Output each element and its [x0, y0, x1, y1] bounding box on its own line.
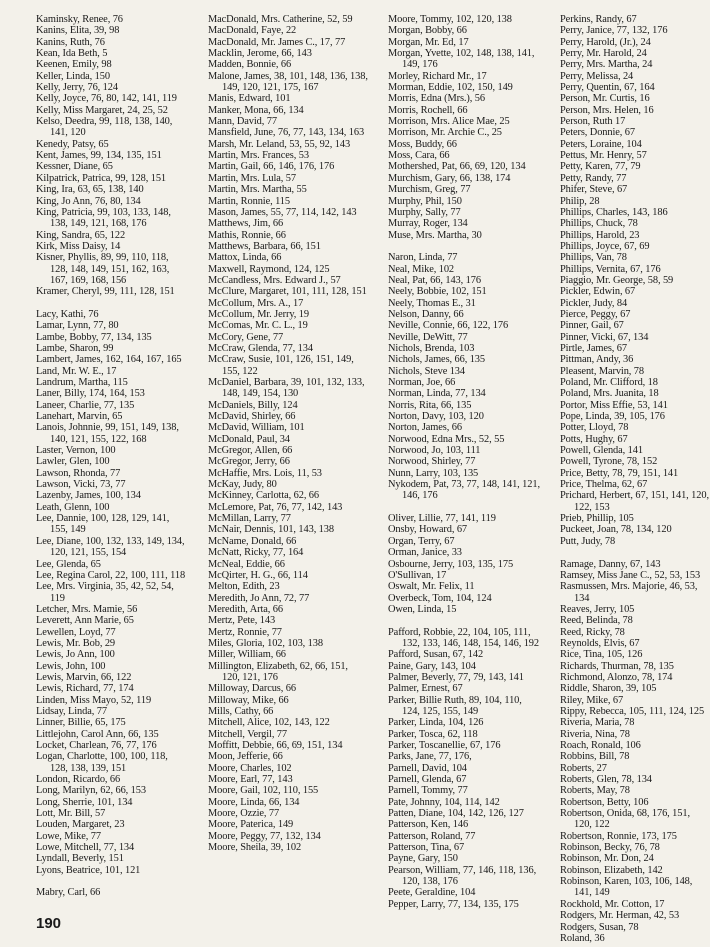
index-entry: Reaves, Jerry, 105 [560, 603, 635, 615]
index-entry: Kelly, Jerry, 76, 124 [36, 82, 118, 94]
index-entry: O'Sullivan, 17 [388, 569, 447, 581]
index-entry: McCollum, Mr. Jerry, 19 [208, 308, 309, 320]
index-entry: Moore, Ozzie, 77 [208, 808, 280, 820]
index-entry: Linner, Billie, 65, 175 [36, 717, 126, 729]
index-entry: McKay, Judy, 80 [208, 479, 277, 491]
index-entry: Locket, Charlean, 76, 77, 176 [36, 740, 157, 751]
index-entry: Parker, Linda, 104, 126 [388, 717, 484, 729]
index-entry: Lanois, Johnnie, 99, 151, 149, 138, 140, 121, 155, 122, 168 [36, 422, 179, 445]
index-entry: Kent, James, 99, 134, 135, 151 [36, 150, 162, 162]
index-entry: Leverett, Ann Marie, 65 [36, 615, 134, 627]
index-entry: Phillips, Charles, 143, 186 [560, 206, 668, 218]
index-entry: Lawler, Glen, 100 [36, 456, 110, 468]
index-entry: Macklin, Jerome, 66, 143 [208, 48, 312, 60]
index-entry: McNair, Dennis, 101, 143, 138 [208, 524, 334, 536]
letter-gap [560, 547, 710, 558]
index-entry: Petty, Randy, 77 [560, 172, 627, 184]
index-entry: Meredith, Arta, 66 [208, 603, 283, 615]
index-entry: Moore, Sheila, 39, 102 [208, 842, 302, 854]
index-entry: Letcher, Mrs. Mamie, 56 [36, 603, 138, 615]
index-entry: Martin, Ronnie, 115 [208, 195, 290, 207]
index-entry: McGregor, Jerry, 66 [208, 456, 290, 468]
index-entry: Mattox, Linda, 66 [208, 252, 282, 264]
index-entry: Neal, Mike, 102 [388, 263, 455, 275]
index-entry: Portor, Miss Effie, 53, 141 [560, 399, 668, 411]
index-entry: Roberts, Glen, 78, 134 [560, 774, 652, 786]
index-entry: Patterson, Roland, 77 [388, 830, 476, 842]
index-entry: Muse, Mrs. Martha, 30 [388, 229, 482, 241]
index-entry: Phillips, Harold, 23 [560, 229, 640, 241]
index-entry: Mann, David, 77 [208, 116, 277, 128]
index-entry: Land, Mr. W. E., 17 [36, 365, 117, 377]
index-entry: Phillips, Chuck, 78 [560, 218, 638, 230]
index-entry: McDonald, Paul, 34 [208, 433, 290, 445]
index-entry: Phillips, Vernita, 67, 176 [560, 263, 661, 275]
index-entry: Marsh, Mr. Leland, 53, 55, 92, 143 [208, 138, 351, 150]
index-entry: Pinner, Vicki, 67, 134 [560, 331, 649, 343]
index-entry: Prieb, Phillip, 105 [560, 513, 634, 525]
index-entry: Murchism, Gary, 66, 138, 174 [388, 172, 511, 184]
index-entry: Norton, Davy, 103, 120 [388, 411, 484, 423]
index-entry: McGregor, Allen, 66 [208, 445, 293, 457]
index-entry: Pafford, Susan, 67, 142 [388, 649, 484, 661]
index-entry: Robinson, Mr. Don, 24 [560, 853, 654, 865]
index-entry: Patterson, Tina, 67 [388, 842, 465, 854]
index-entry: Matthews, Jim, 66 [208, 218, 284, 230]
index-entry: Kelly, Joyce, 76, 80, 142, 141, 119 [36, 93, 177, 105]
index-entry: Kilpatrick, Patrica, 99, 128, 151 [36, 172, 167, 184]
index-entry: Mansfield, June, 76, 77, 143, 134, 163 [208, 127, 365, 139]
index-entry: Meredith, Jo Ann, 72, 77 [208, 592, 310, 604]
index-entry: Lewis, Richard, 77, 174 [36, 683, 134, 695]
index-entry: Nelson, Danny, 66 [388, 308, 464, 320]
index-entry: Mertz, Pete, 143 [208, 615, 276, 627]
index-entry: McHaffie, Mrs. Lois, 11, 53 [208, 467, 322, 479]
index-entry: Perry, Janice, 77, 132, 176 [560, 25, 668, 37]
index-entry: Lott, Mr. Bill, 57 [36, 808, 106, 820]
index-entry: Petty, Karen, 77, 79 [560, 161, 641, 173]
index-entry: Riveria, Nina, 78 [560, 728, 630, 740]
index-entry: McCory, Gene, 77 [208, 331, 284, 343]
index-entry: Martin, Mrs. Martha, 55 [208, 184, 307, 196]
index-entry: Pickler, Edwin, 67 [560, 286, 636, 298]
index-entry: Morgan, Bobby, 66 [388, 25, 467, 37]
index-entry: Milloway, Mike, 66 [208, 694, 289, 706]
index-entry: Lyndall, Beverly, 151 [36, 853, 124, 865]
index-entry: Lamar, Lynn, 77, 80 [36, 320, 119, 332]
index-entry: Rasmussen, Mrs. Majorie, 46, 53, 134 [560, 581, 698, 604]
index-entry: Moss, Cara, 66 [388, 150, 450, 162]
index-entry: Neely, Bobbie, 102, 151 [388, 286, 487, 298]
letter-gap [388, 615, 540, 626]
index-entry: Long, Sherrie, 101, 134 [36, 796, 133, 808]
index-entry: Moore, Charles, 102 [208, 762, 292, 774]
index-entry: Lambert, James, 162, 164, 167, 165 [36, 354, 182, 366]
index-entry: Person, Mrs. Helen, 16 [560, 104, 654, 116]
index-entry: Pettus, Mr. Henry, 57 [560, 150, 647, 162]
index-entry: Mason, James, 55, 77, 114, 142, 143 [208, 206, 357, 218]
index-entry: Littlejohn, Carol Ann, 66, 135 [36, 728, 159, 740]
index-entry: McName, Donald, 66 [208, 535, 297, 547]
index-entry: Parnell, David, 104 [388, 762, 467, 774]
index-entry: Martin, Mrs. Frances, 53 [208, 150, 309, 162]
index-entry: Osbourne, Jerry, 103, 135, 175 [388, 558, 514, 570]
index-entry: Kisner, Phyllis, 89, 99, 110, 118, 128, 148, 149, 151, 162, 163, 167, 169, 168, 156 [36, 252, 170, 286]
index-entry: Martin, Gail, 66, 146, 176, 176 [208, 161, 335, 173]
index-entry: Perry, Harold, (Jr.), 24 [560, 36, 651, 48]
index-entry: King, Ira, 63, 65, 138, 140 [36, 184, 144, 196]
index-entry: Matthews, Barbara, 66, 151 [208, 240, 321, 252]
index-entry: Norwood, Jo, 103, 111 [388, 445, 481, 457]
index-entry: Lee, Glenda, 65 [36, 558, 101, 570]
index-entry: Price, Betty, 78, 79, 151, 141 [560, 467, 679, 479]
index-entry: Reynolds, Elvis, 67 [560, 637, 640, 649]
index-entry: Phillips, Joyce, 67, 69 [560, 240, 650, 252]
index-entry: McNatt, Ricky, 77, 164 [208, 547, 304, 559]
index-entry: Perry, Melissa, 24 [560, 70, 634, 82]
index-entry: Morris, Edna (Mrs.), 56 [388, 93, 485, 105]
index-entry: Kanins, Ruth, 76 [36, 36, 105, 48]
index-entry: Organ, Terry, 67 [388, 535, 455, 547]
index-entry: Nykodem, Pat, 73, 77, 148, 141, 121, 146, 176 [388, 479, 540, 502]
index-entry: Logan, Charlotte, 100, 100, 118, 128, 138, 139, 151 [36, 751, 168, 774]
index-entry: Pafford, Robbie, 22, 104, 105, 111, 132, 133, 146, 148, 154, 146, 192 [388, 626, 539, 649]
index-entry: Moore, Paterica, 149 [208, 819, 294, 831]
index-entry: Neville, Connie, 66, 122, 176 [388, 320, 509, 332]
index-entry: Orman, Janice, 33 [388, 547, 462, 559]
index-entry: Morgan, Mr. Ed, 17 [388, 36, 469, 48]
index-entry: Moore, Peggy, 77, 132, 134 [208, 830, 321, 842]
index-entry: McDavid, William, 101 [208, 422, 305, 434]
index-entry: Payne, Gary, 150 [388, 853, 458, 865]
index-entry: Puckeet, Joan, 78, 134, 120 [560, 524, 672, 536]
index-entry: McCraw, Glenda, 77, 134 [208, 342, 313, 354]
index-entry: Murphy, Sally, 77 [388, 206, 461, 218]
index-entry: Mitchell, Vergil, 77 [208, 728, 288, 740]
index-entry: Pope, Linda, 39, 105, 176 [560, 411, 665, 423]
index-entry: Peters, Donnie, 67 [560, 127, 635, 139]
index-entry: Richmond, Alonzo, 78, 174 [560, 671, 673, 683]
index-entry: Moore, Linda, 66, 134 [208, 796, 300, 808]
index-entry: Lacy, Kathi, 76 [36, 308, 99, 320]
index-entry: Robertson, Betty, 106 [560, 796, 649, 808]
index-entry: Mabry, Carl, 66 [36, 887, 101, 899]
index-entry: MacDonald, Mr. James C., 17, 77 [208, 36, 346, 48]
index-entry: Oliver, Lillie, 77, 141, 119 [388, 513, 496, 525]
index-entry: Neal, Pat, 66, 143, 176 [388, 274, 481, 286]
index-entry: Norman, Joe, 66 [388, 377, 456, 388]
index-entry: Onsby, Howard, 67 [388, 524, 468, 536]
index-entry: Peete, Geraldine, 104 [388, 887, 476, 899]
index-entry: Nichols, James, 66, 135 [388, 354, 485, 366]
index-entry: Moss, Buddy, 66 [388, 138, 457, 150]
index-entry: Melton, Edith, 23 [208, 581, 280, 593]
index-entry: Roach, Ronald, 106 [560, 740, 641, 751]
index-entry: Price, Thelma, 62, 67 [560, 479, 648, 491]
index-entry: Maxwell, Raymond, 124, 125 [208, 263, 330, 275]
index-entry: Riveria, Maria, 78 [560, 717, 635, 729]
index-entry: Norman, Linda, 77, 134 [388, 388, 486, 400]
index-entry: Long, Marilyn, 62, 66, 153 [36, 785, 146, 797]
index-entry: McQirter, H. G., 66, 114 [208, 569, 308, 581]
index-entry: London, Ricardo, 66 [36, 774, 121, 786]
index-entry: Lewis, Mr. Bob, 29 [36, 637, 116, 649]
index-entry: Mothershed, Pat, 66, 69, 120, 134 [388, 161, 526, 173]
index-entry: Murray, Roger, 134 [388, 218, 468, 230]
index-entry: Kanins, Elita, 39, 98 [36, 25, 120, 37]
index-entry: Parker, Tosca, 62, 118 [388, 728, 478, 740]
index-entry: Lewis, Jo Ann, 100 [36, 649, 115, 661]
index-entry: Lowe, Mitchell, 77, 134 [36, 842, 135, 854]
index-entry: Morrison, Mrs. Alice Mae, 25 [388, 116, 510, 128]
index-entry: Lambe, Bobby, 77, 134, 135 [36, 331, 152, 343]
index-entry: Perry, Quentin, 67, 164 [560, 82, 655, 94]
index-entry: Pinner, Gail, 67 [560, 320, 624, 332]
index-entry: Lee, Mrs. Virginia, 35, 42, 52, 54, 119 [36, 581, 174, 604]
index-entry: Landrum, Martha, 115 [36, 377, 128, 388]
index-entry: Roland, 36 [560, 932, 605, 944]
index-entry: Mathis, Ronnie, 66 [208, 229, 286, 241]
index-entry: Overbeck, Tom, 104, 124 [388, 592, 492, 604]
index-entry: Oswalt, Mr. Felix, 11 [388, 581, 475, 593]
index-entry: Kramer, Cheryl, 99, 111, 128, 151 [36, 286, 175, 298]
index-entry: Kenedy, Patsy, 65 [36, 138, 109, 150]
index-entry: Morris, Rochell, 66 [388, 104, 468, 116]
index-entry: MacDonald, Faye, 22 [208, 25, 297, 37]
letter-gap [36, 876, 188, 887]
index-entry: Paine, Gary, 143, 104 [388, 660, 476, 672]
index-entry: Keenen, Emily, 98 [36, 59, 112, 71]
index-entry: Owen, Linda, 15 [388, 603, 457, 615]
index-entry: Patterson, Ken, 146 [388, 819, 469, 831]
index-entry: Neely, Thomas E., 31 [388, 297, 476, 309]
index-entry: Miller, William, 66 [208, 649, 286, 661]
index-entry: Phillips, Van, 78 [560, 252, 627, 264]
index-entry: Louden, Margaret, 23 [36, 819, 125, 831]
index-column-1 [36, 14, 188, 899]
index-entry: Kirk, Miss Daisy, 14 [36, 240, 121, 252]
index-entry: Lowe, Mike, 77 [36, 830, 101, 842]
index-entry: Person, Mr. Curtis, 16 [560, 93, 650, 105]
index-entry: Lawson, Vicki, 73, 77 [36, 479, 126, 491]
index-entry: Pittman, Andy, 36 [560, 354, 634, 366]
index-entry: McLemore, Pat, 76, 77, 142, 143 [208, 501, 343, 513]
index-entry: Poland, Mrs. Juanita, 18 [560, 388, 659, 400]
index-entry: Morley, Richard Mr., 17 [388, 70, 487, 82]
index-entry: Moffitt, Debbie, 66, 69, 151, 134 [208, 740, 343, 751]
index-entry: Norwood, Edna Mrs., 52, 55 [388, 433, 505, 445]
index-entry: Kaminsky, Renee, 76 [36, 14, 123, 25]
index-entry: Potter, Lloyd, 78 [560, 422, 629, 434]
index-entry: Parnell, Glenda, 67 [388, 774, 467, 786]
index-entry: Laster, Vernon, 100 [36, 445, 116, 457]
index-entry: Kean, Ida Beth, 5 [36, 48, 108, 60]
index-entry: Lambe, Sharon, 99 [36, 342, 114, 354]
index-entry: Morman, Eddie, 102, 150, 149 [388, 82, 513, 94]
index-entry: Reed, Ricky, 78 [560, 626, 625, 638]
index-entry: Patten, Diane, 104, 142, 126, 127 [388, 808, 524, 820]
index-entry: Neville, DeWitt, 77 [388, 331, 468, 343]
index-entry: Peters, Loraine, 104 [560, 138, 642, 150]
index-entry: Prichard, Herbert, 67, 151, 141, 120, 122, 153 [560, 490, 709, 513]
index-entry: Rodgers, Mr. Herman, 42, 53 [560, 910, 680, 922]
index-entry: Reed, Belinda, 78 [560, 615, 633, 627]
index-column-4 [560, 14, 710, 944]
index-entry: Person, Ruth 17 [560, 116, 626, 128]
index-entry: Miles, Gloria, 102, 103, 138 [208, 637, 323, 649]
index-entry: Perkins, Randy, 67 [560, 14, 637, 25]
index-entry: McCollum, Mrs. A., 17 [208, 297, 304, 309]
index-entry: Moore, Tommy, 102, 120, 138 [388, 14, 512, 25]
index-entry: Lidsay, Linda, 77 [36, 705, 107, 717]
index-entry: Pierce, Peggy, 67 [560, 308, 631, 320]
index-entry: Kelso, Deedra, 99, 118, 138, 140, 141, 120 [36, 116, 173, 139]
index-entry: Norwood, Shirley, 77 [388, 456, 476, 468]
index-entry: Martin, Mrs. Lula, 57 [208, 172, 296, 184]
index-entry: Poland, Mr. Clifford, 18 [560, 377, 658, 388]
index-entry: Riley, Mike, 67 [560, 694, 624, 706]
index-entry: McClure, Margaret, 101, 111, 128, 151 [208, 286, 367, 298]
index-entry: Powell, Glenda, 141 [560, 445, 643, 457]
index-entry: Richards, Thurman, 78, 135 [560, 660, 674, 672]
index-entry: Phifer, Steve, 67 [560, 184, 628, 196]
index-entry: Roberts, 27 [560, 762, 607, 774]
index-entry: Keller, Linda, 150 [36, 70, 110, 82]
index-entry: King, Sandra, 65, 122 [36, 229, 126, 241]
index-entry: McDaniel, Barbara, 39, 101, 132, 133, 148, 149, 154, 130 [208, 377, 365, 400]
index-entry: Pepper, Larry, 77, 134, 135, 175 [388, 898, 519, 910]
index-entry: Millington, Elizabeth, 62, 66, 151, 120, 121, 176 [208, 660, 348, 683]
index-entry: Perry, Mr. Harold, 24 [560, 48, 647, 60]
index-entry: Robinson, Becky, 76, 78 [560, 842, 660, 854]
index-entry: Mertz, Ronnie, 77 [208, 626, 282, 638]
index-entry: Ramage, Danny, 67, 143 [560, 558, 661, 570]
letter-gap [388, 502, 540, 513]
index-entry: Norton, James, 66 [388, 422, 462, 434]
index-entry: Lewis, John, 100 [36, 660, 106, 672]
index-entry: Roberts, May, 78 [560, 785, 630, 797]
index-entry: Lee, Regina Carol, 22, 100, 111, 118 [36, 569, 186, 581]
index-entry: Manker, Mona, 66, 134 [208, 104, 304, 116]
index-entry: MacDonald, Mrs. Catherine, 52, 59 [208, 14, 353, 25]
index-entry: Pate, Johnny, 104, 114, 142 [388, 796, 500, 808]
index-entry: Moore, Gail, 102, 110, 155 [208, 785, 319, 797]
index-entry: Lawson, Rhonda, 77 [36, 467, 121, 479]
index-entry: Lewis, Marvin, 66, 122 [36, 671, 132, 683]
index-entry: King, Jo Ann, 76, 80, 134 [36, 195, 141, 207]
letter-gap [36, 298, 188, 309]
index-entry: Moore, Earl, 77, 143 [208, 774, 293, 786]
index-column-3 [388, 14, 540, 910]
index-entry: McComas, Mr. C. L., 19 [208, 320, 308, 332]
index-entry: Madden, Bonnie, 66 [208, 59, 292, 71]
index-entry: McMillan, Larry, 77 [208, 513, 291, 525]
index-entry: Robinson, Elizabeth, 142 [560, 864, 663, 876]
index-entry: Parker, Billie Ruth, 89, 104, 110, 124, 125, 155, 149 [388, 694, 522, 717]
index-entry: Nunn, Larry, 103, 135 [388, 467, 479, 479]
index-entry: McCraw, Susie, 101, 126, 151, 149, 155, 122 [208, 354, 354, 377]
index-entry: Moon, Jefferie, 66 [208, 751, 283, 763]
index-entry: Rodgers, Susan, 78 [560, 921, 639, 933]
index-entry: Manis, Edward, 101 [208, 93, 291, 105]
index-entry: Parks, Jane, 77, 176, [388, 751, 472, 763]
index-entry: Pleasent, Marvin, 78 [560, 365, 644, 377]
index-entry: Robbins, Bill, 78 [560, 751, 630, 763]
index-entry: Potts, Hughy, 67 [560, 433, 628, 445]
index-entry: Norris, Rita, 66, 135 [388, 399, 472, 411]
index-entry: Robinson, Karen, 103, 106, 148, 141, 149 [560, 876, 693, 899]
letter-gap [388, 241, 540, 252]
index-entry: McDavid, Shirley, 66 [208, 411, 296, 423]
index-entry: Leath, Glenn, 100 [36, 501, 110, 513]
index-entry: Lee, Diane, 100, 132, 133, 149, 134, 120, 121, 155, 154 [36, 535, 185, 559]
index-entry: Philip, 28 [560, 195, 600, 207]
index-entry: Pirtle, James, 67 [560, 342, 627, 354]
index-entry: Robertson, Onida, 68, 176, 151, 120, 122 [560, 808, 690, 831]
index-entry: McCandless, Mrs. Edward J., 57 [208, 274, 341, 286]
index-entry: Powell, Tyrone, 78, 152 [560, 456, 658, 468]
index-entry: Palmer, Ernest, 67 [388, 683, 463, 695]
index-entry: Pearson, William, 77, 146, 118, 136, 120, 138, 176 [388, 864, 537, 888]
index-entry: McKinney, Carlotta, 62, 66 [208, 490, 320, 502]
index-entry: Morgan, Yvette, 102, 148, 138, 141, 149, 176 [388, 48, 535, 71]
index-entry: Milloway, Darcus, 66 [208, 683, 296, 695]
index-entry: Laner, Billy, 174, 164, 153 [36, 388, 145, 400]
index-entry: Naron, Linda, 77 [388, 252, 458, 264]
index-entry: Laneer, Charlie, 77, 135 [36, 399, 135, 411]
index-entry: Lyons, Beatrice, 101, 121 [36, 864, 141, 876]
index-entry: Rockhold, Mr. Cotton, 17 [560, 898, 665, 910]
index-entry: Lanehart, Marvin, 65 [36, 411, 123, 423]
index-entry: Parnell, Tommy, 77 [388, 785, 468, 797]
index-entry: Murphy, Phil, 150 [388, 195, 462, 207]
index-entry: Putt, Judy, 78 [560, 535, 616, 547]
index-entry: Piaggio, Mr. George, 58, 59 [560, 274, 674, 286]
index-entry: Lee, Dannie, 100, 128, 129, 141, 155, 149 [36, 513, 170, 536]
page-number: 190 [36, 915, 62, 932]
index-entry: Palmer, Beverly, 77, 79, 143, 141 [388, 671, 524, 683]
index-entry: Rice, Tina, 105, 126 [560, 649, 643, 661]
index-entry: Riddle, Sharon, 39, 105 [560, 683, 657, 695]
index-entry: Mitchell, Alice, 102, 143, 122 [208, 717, 330, 729]
index-entry: Kelly, Miss Margaret, 24, 25, 52 [36, 104, 168, 116]
index-entry: Lewellen, Loyd, 77 [36, 626, 116, 638]
index-entry: Mills, Cathy, 66 [208, 705, 274, 717]
index-entry: Malone, James, 38, 101, 148, 136, 138, 149, 120, 121, 175, 167 [208, 70, 368, 94]
index-entry: Murchism, Greg, 77 [388, 184, 471, 196]
index-entry: Kessner, Diane, 65 [36, 161, 113, 173]
index-entry: Parker, Toscanellie, 67, 176 [388, 740, 501, 751]
index-entry: McNeal, Eddie, 66 [208, 558, 285, 570]
index-entry: Ramsey, Miss Jane C., 52, 53, 153 [560, 569, 701, 581]
index-entry: Linden, Miss Mayo, 52, 119 [36, 694, 152, 706]
index-entry: Rippy, Rebecca, 105, 111, 124, 125 [560, 705, 705, 717]
index-entry: McDaniels, Billy, 124 [208, 399, 298, 411]
index-entry: Pickler, Judy, 84 [560, 297, 628, 309]
index-entry: Nichols, Steve 134 [388, 365, 465, 377]
index-entry: Lazenby, James, 100, 134 [36, 490, 141, 502]
index-entry: King, Patricia, 99, 103, 133, 148, 138, 149, 121, 168, 176 [36, 206, 171, 230]
index-entry: Morrison, Mr. Archie C., 25 [388, 127, 502, 139]
index-column-2 [208, 14, 368, 853]
index-entry: Perry, Mrs. Martha, 24 [560, 59, 653, 71]
index-entry: Nichols, Brenda, 103 [388, 342, 475, 354]
index-entry: Robertson, Ronnie, 173, 175 [560, 830, 677, 842]
